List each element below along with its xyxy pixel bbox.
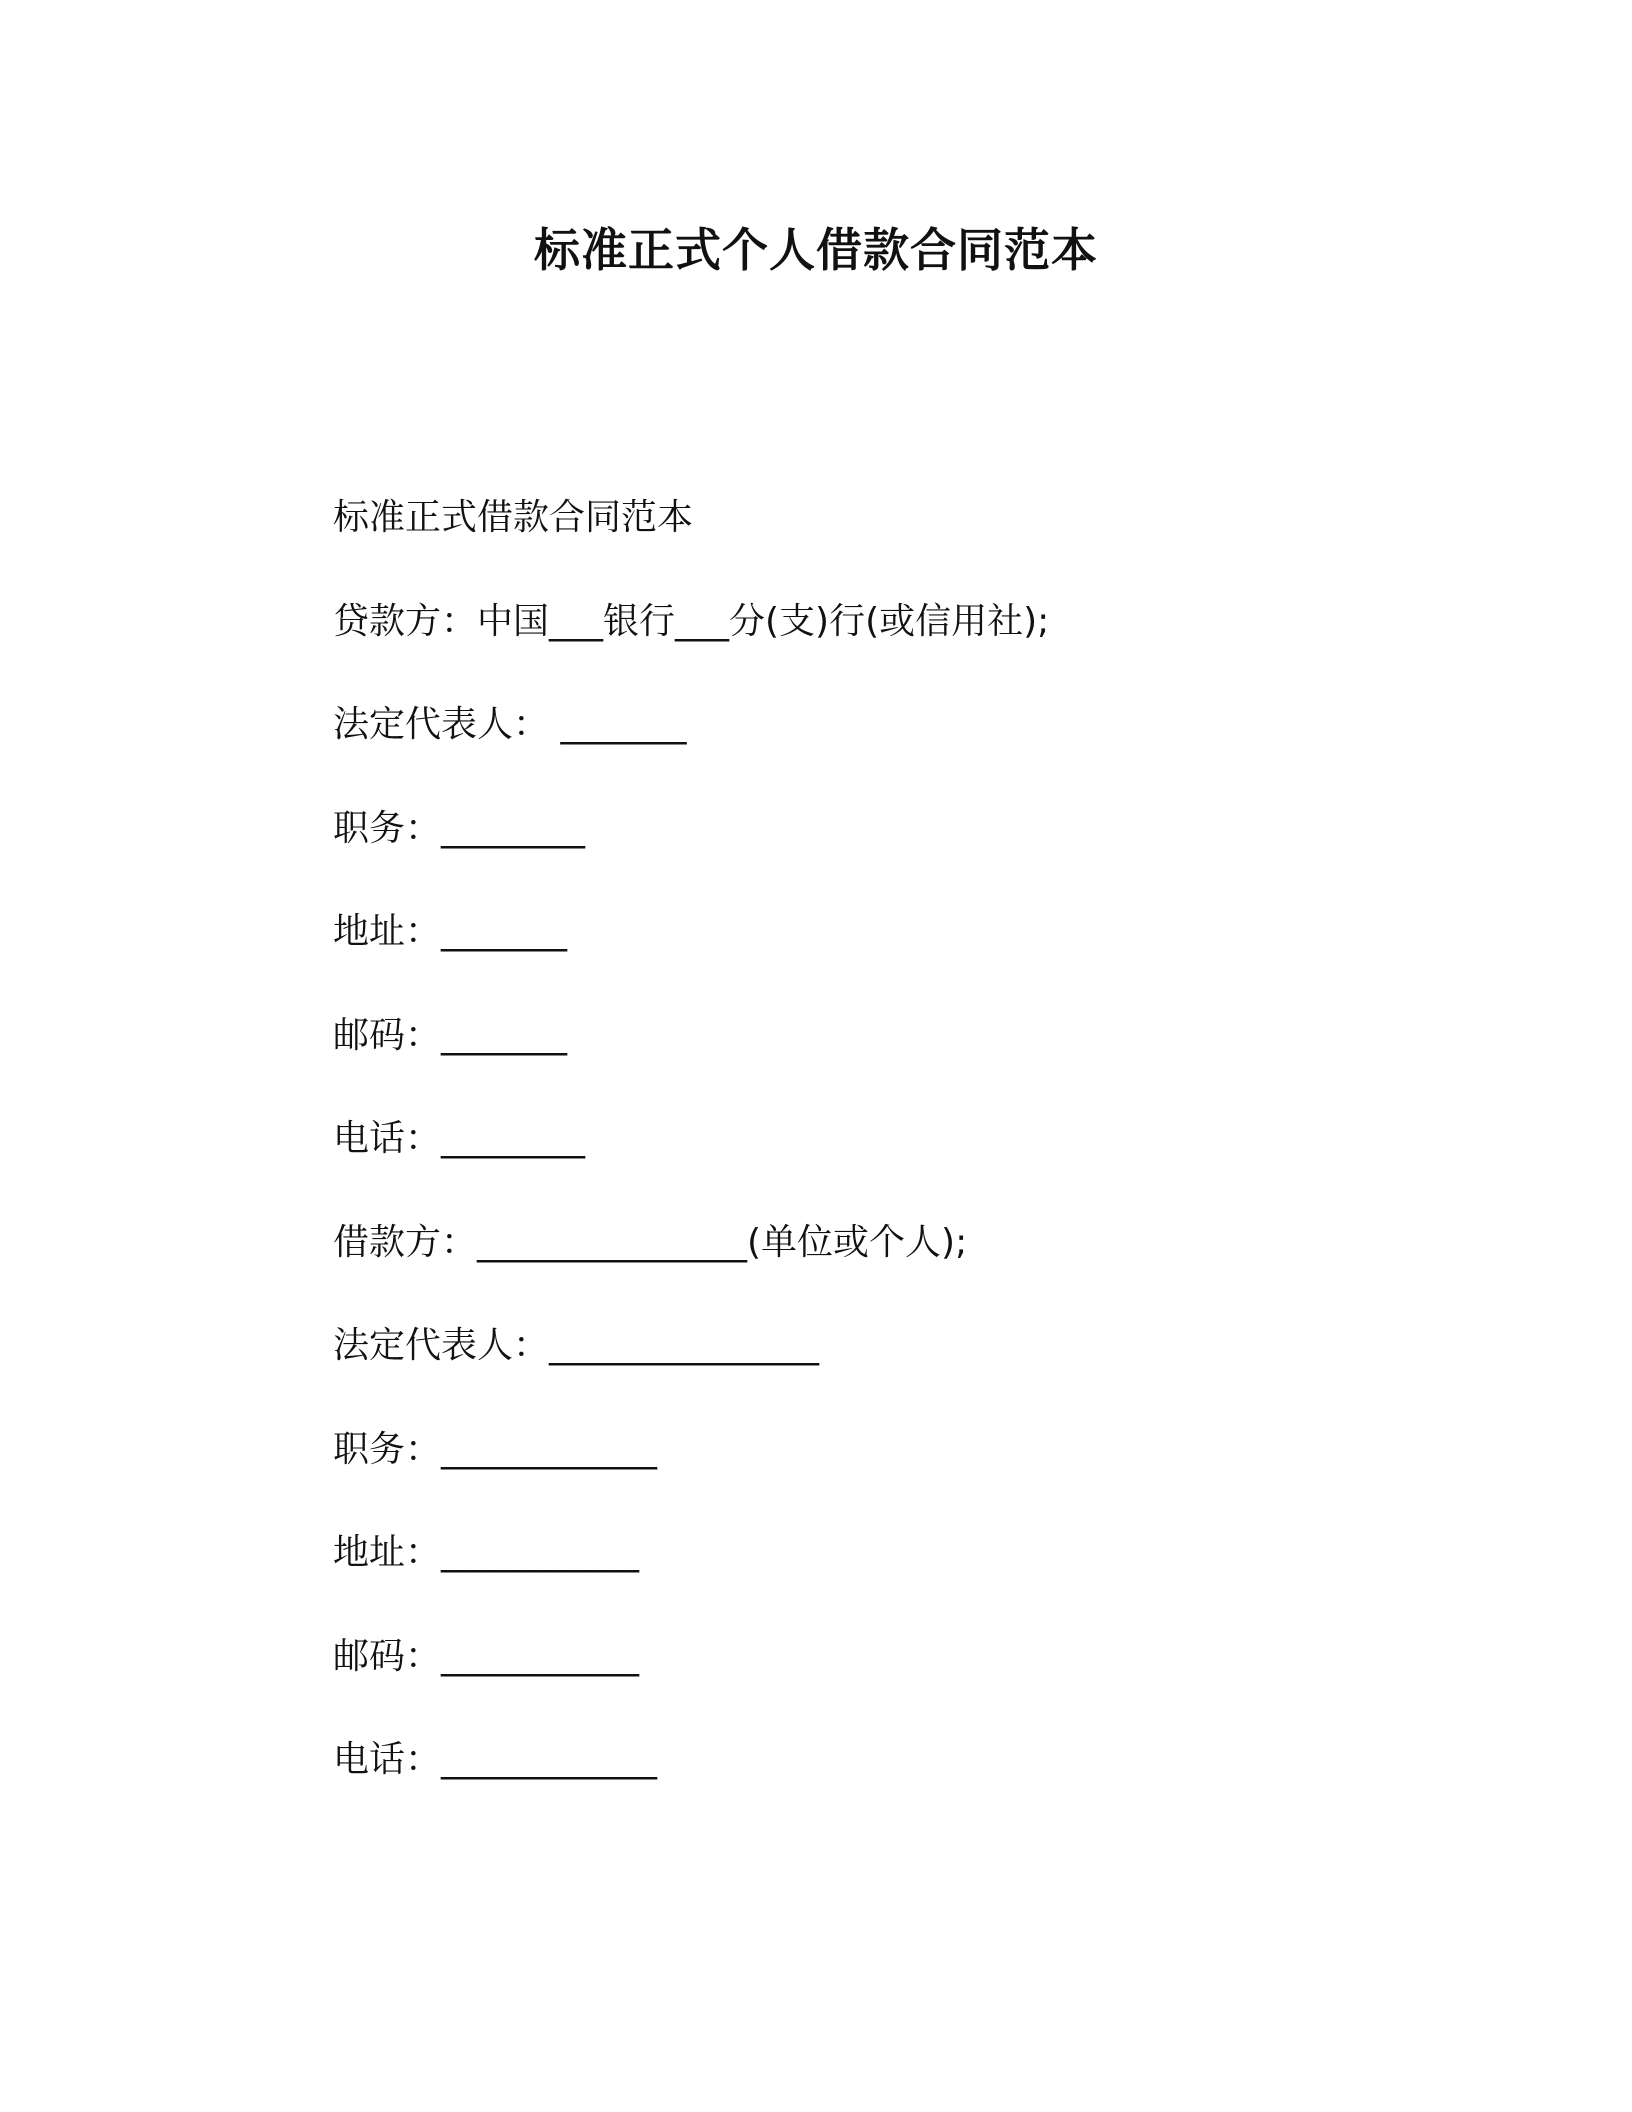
borrower-address: 地址：___________ [333, 1532, 640, 1573]
borrower-position: 职务：____________ [333, 1429, 658, 1470]
lender-phone: 电话：________ [333, 1118, 586, 1159]
lender-postcode: 邮码：_______ [333, 1015, 568, 1056]
borrower-line: 借款方：_______________(单位或个人); [333, 1222, 968, 1263]
lender-line: 贷款方：中国___银行___分(支)行(或信用社); [333, 601, 1050, 642]
borrower-phone: 电话：____________ [333, 1739, 658, 1780]
lender-legal-rep: 法定代表人： _______ [333, 704, 687, 745]
contract-subtitle: 标准正式借款合同范本 [333, 497, 694, 538]
borrower-legal-rep: 法定代表人：_______________ [333, 1325, 820, 1366]
borrower-postcode: 邮码：___________ [333, 1636, 640, 1677]
document-title: 标准正式个人借款合同范本 [534, 223, 1098, 277]
lender-address: 地址：_______ [333, 911, 568, 952]
lender-position: 职务：________ [333, 808, 586, 849]
